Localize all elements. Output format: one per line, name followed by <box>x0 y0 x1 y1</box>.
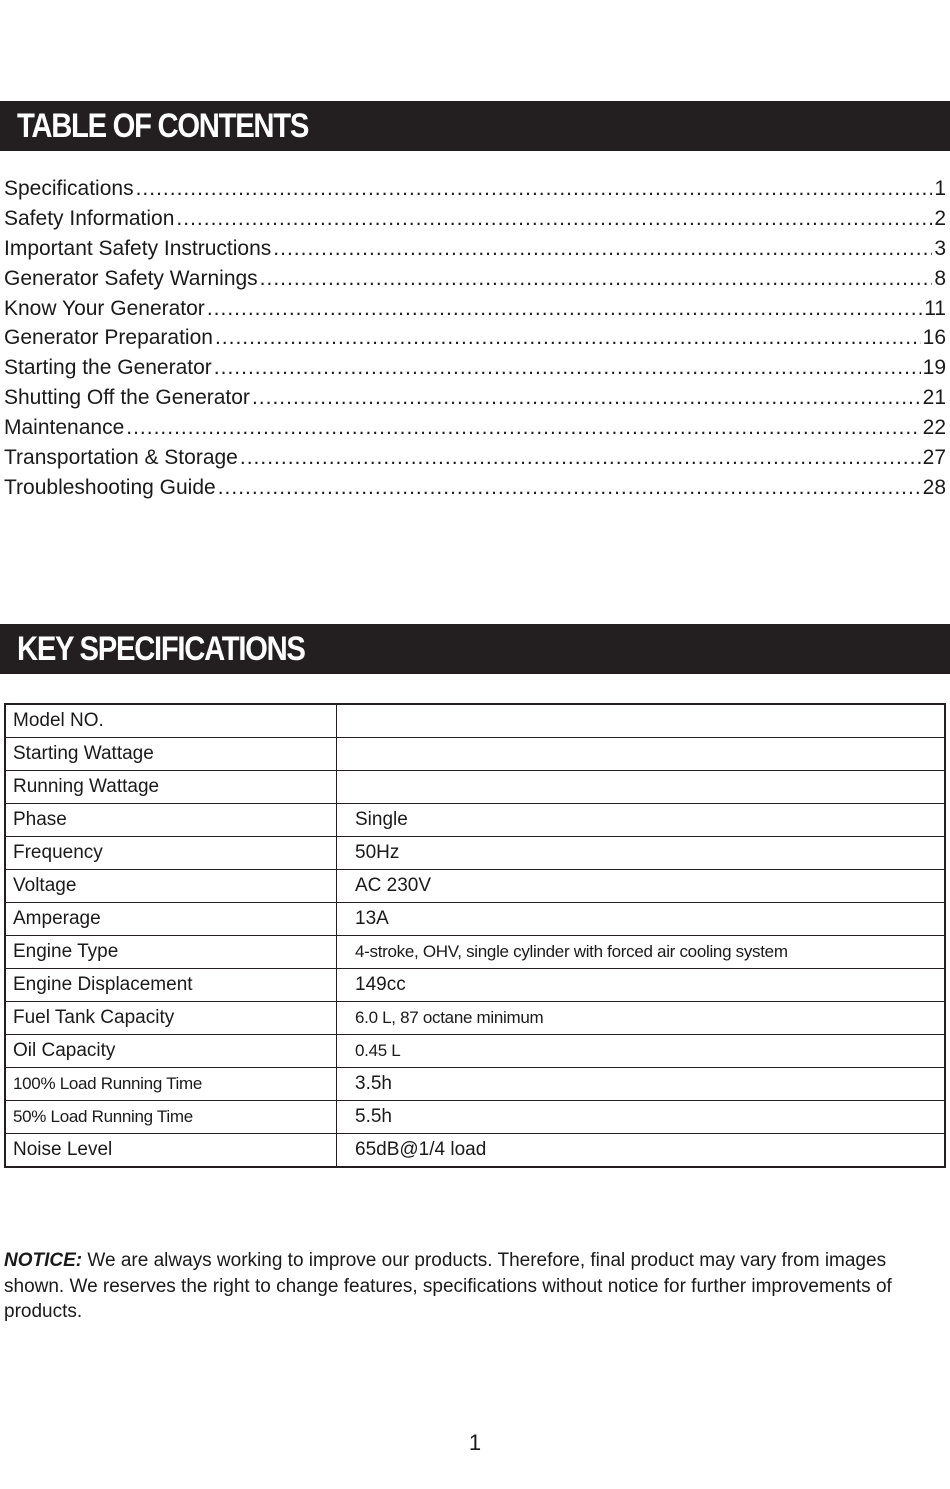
spec-label: Frequency <box>5 837 337 870</box>
toc-entry <box>4 323 946 353</box>
table-row <box>5 1101 945 1134</box>
spec-value: Single <box>337 804 946 837</box>
toc-entry <box>4 473 946 503</box>
notice-paragraph <box>4 1248 934 1325</box>
spec-label: Starting Wattage <box>5 738 337 771</box>
toc-leader-dots <box>126 413 920 443</box>
table-row <box>5 837 945 870</box>
specs-header-banner <box>0 624 950 674</box>
toc-leader-dots <box>252 383 921 413</box>
toc-entry-page: 22 <box>922 416 946 440</box>
toc-leader-dots <box>240 443 921 473</box>
spec-value: AC 230V <box>337 870 946 903</box>
toc-entry-page: 2 <box>934 206 946 230</box>
spec-label: Fuel Tank Capacity <box>5 1002 337 1035</box>
toc-entry-title: Troubleshooting Guide <box>4 475 216 499</box>
toc-entry-title: Starting the Generator <box>4 356 212 380</box>
spec-label: Amperage <box>5 903 337 936</box>
toc-entry-page: 1 <box>934 177 946 200</box>
table-row <box>5 1035 945 1068</box>
spec-value: 65dB@1/4 load <box>337 1134 946 1168</box>
toc-entry-title: Shutting Off the Generator <box>4 386 250 410</box>
spec-label: Voltage <box>5 870 337 903</box>
spec-label: Engine Type <box>5 936 337 969</box>
toc-entry <box>4 353 946 383</box>
spec-label: Engine Displacement <box>5 969 337 1002</box>
specifications-table <box>4 703 946 1168</box>
toc-entry-page: 16 <box>922 326 946 350</box>
spec-value: 3.5h <box>337 1068 946 1101</box>
toc-entry-page: 28 <box>922 475 946 499</box>
notice-label: NOTICE: <box>4 1250 83 1271</box>
table-row <box>5 870 945 903</box>
toc-leader-dots <box>207 294 922 324</box>
table-row <box>5 1068 945 1101</box>
toc-entry <box>4 443 946 473</box>
table-row <box>5 738 945 771</box>
toc-entry-page: 3 <box>934 236 946 260</box>
toc-entry-title: Know Your Generator <box>4 296 205 320</box>
toc-entry <box>4 413 946 443</box>
notice-text: We are always working to improve our products. Therefore, final product may vary from images shown. We reserves the right to change features, specifications without notice for further improvements of products. <box>4 1250 892 1322</box>
toc-entry <box>4 174 946 204</box>
toc-entry-page: 21 <box>922 386 946 410</box>
spec-value <box>337 771 946 804</box>
spec-value: 149cc <box>337 969 946 1002</box>
toc-entry <box>4 234 946 264</box>
spec-value: 4-stroke, OHV, single cylinder with forced air cooling system <box>337 936 946 969</box>
toc-entry-page: 19 <box>922 356 946 380</box>
spec-label: Oil Capacity <box>5 1035 337 1068</box>
toc-entry-page: 11 <box>924 296 946 320</box>
spec-value: 0.45 L <box>337 1035 946 1068</box>
toc-entry <box>4 264 946 294</box>
spec-value <box>337 738 946 771</box>
table-row <box>5 936 945 969</box>
toc-entry <box>4 294 946 324</box>
toc-entry-title: Important Safety Instructions <box>4 236 272 260</box>
toc-entry-page: 27 <box>922 446 946 470</box>
table-row <box>5 804 945 837</box>
table-row <box>5 969 945 1002</box>
toc-header-banner <box>0 101 950 151</box>
toc-entry <box>4 383 946 413</box>
spec-label: Phase <box>5 804 337 837</box>
spec-label: Model NO. <box>5 704 337 738</box>
spec-value: 6.0 L, 87 octane minimum <box>337 1002 946 1035</box>
toc-entry-title: Transportation & Storage <box>4 446 238 470</box>
toc-heading: TABLE OF CONTENTS <box>17 107 309 145</box>
table-of-contents <box>4 174 946 503</box>
table-row <box>5 1134 945 1168</box>
spec-label: Noise Level <box>5 1134 337 1168</box>
table-row <box>5 771 945 804</box>
toc-leader-dots <box>273 234 932 264</box>
spec-value <box>337 704 946 738</box>
page-number: 1 <box>468 1430 482 1455</box>
toc-entry-title: Specifications <box>4 177 134 200</box>
toc-leader-dots <box>218 473 921 503</box>
spec-label: Running Wattage <box>5 771 337 804</box>
toc-leader-dots <box>215 323 921 353</box>
toc-leader-dots <box>136 174 933 204</box>
spec-value: 50Hz <box>337 837 946 870</box>
toc-entry-title: Safety Information <box>4 206 175 230</box>
table-row <box>5 1002 945 1035</box>
table-row <box>5 903 945 936</box>
toc-entry <box>4 204 946 234</box>
specs-heading: KEY SPECIFICATIONS <box>17 630 305 668</box>
toc-leader-dots <box>260 264 933 294</box>
toc-entry-title: Maintenance <box>4 416 125 440</box>
toc-leader-dots <box>214 353 921 383</box>
toc-entry-page: 8 <box>934 266 946 290</box>
toc-entry-title: Generator Safety Warnings <box>4 266 258 290</box>
toc-leader-dots <box>176 204 932 234</box>
spec-value: 13A <box>337 903 946 936</box>
toc-entry-title: Generator Preparation <box>4 326 213 350</box>
spec-value: 5.5h <box>337 1101 946 1134</box>
spec-label: 50% Load Running Time <box>5 1101 337 1134</box>
table-row <box>5 704 945 738</box>
spec-label: 100% Load Running Time <box>5 1068 337 1101</box>
